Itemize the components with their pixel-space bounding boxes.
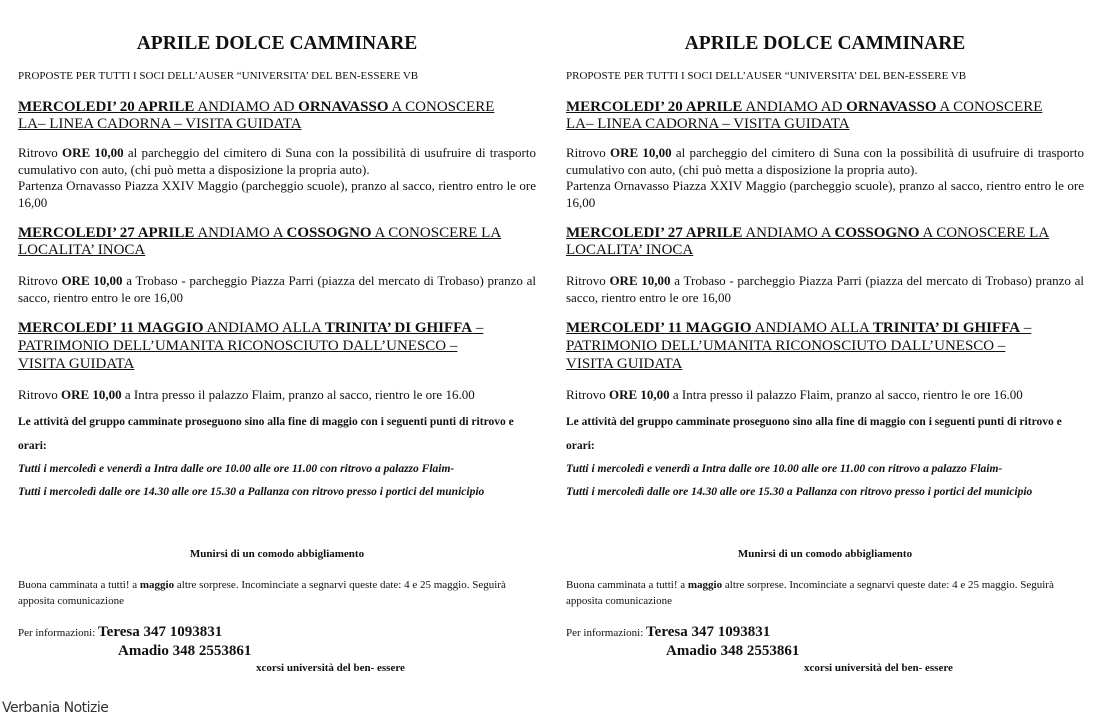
flyer-title: APRILE DOLCE CAMMINARE (136, 33, 418, 54)
signature: xcorsi università del ben- essere (256, 662, 405, 674)
watermark: Verbania Notizie (2, 700, 109, 716)
event1-heading-line2: LA– LINEA CADORNA – VISITA GUIDATA (566, 116, 850, 132)
event3-details: Ritrovo ORE 10,00 a Intra presso il palazzo Flaim, pranzo al sacco, rientro le ore 16.00 (18, 387, 475, 402)
contact-info: Per informazioni: Teresa 347 1093831 (566, 624, 771, 640)
activities-text: Le attività del gruppo camminate proseguono sino alla fine di maggio con i seguenti punti di ritrovo e orari: (18, 416, 514, 452)
event2-details: Ritrovo ORE 10,00 a Trobaso - parcheggio Piazza Parri (piazza del mercato di Trobaso) pranzo al sacco, rientro entro le ore 16,00 (566, 273, 1084, 305)
event1-details: Ritrovo ORE 10,00 al parcheggio del cimitero di Suna con la possibilità di usufruire di trasporto cumulativo con auto, (chi può metta a disposizione la propria auto). Partenza Ornavasso Piazza XXIV Maggio (parcheggio scuole), pranzo al sacco, rientro entro le ore 16,00 (18, 145, 536, 210)
clothing-note: Munirsi di un comodo abbigliamento (737, 548, 913, 560)
contact-info: Per informazioni: Teresa 347 1093831 (18, 624, 223, 640)
event3-heading: MERCOLEDI’ 11 MAGGIO ANDIAMO ALLA TRINITA’ DI GHIFFA – (18, 320, 484, 336)
event3-heading-line3: VISITA GUIDATA (566, 356, 683, 372)
event3-heading-line2: PATRIMONIO DELL’UMANITA RICONOSCIUTO DALL’UNESCO – (18, 338, 458, 354)
schedule-intra: Tutti i mercoledì e venerdì a Intra dalle ore 10.00 alle ore 11.00 con ritrovo a palazzo Flaim- (566, 463, 1003, 475)
schedule-pallanza: Tutti i mercoledì dalle ore 14.30 alle ore 15.30 a Pallanza con ritrovo presso i portici del municipio (566, 486, 1033, 498)
contact-amadio: Amadio 348 2553861 (118, 643, 252, 659)
event1-heading: MERCOLEDI’ 20 APRILE ANDIAMO AD ORNAVASSO A CONOSCERE (566, 99, 1043, 115)
flyer-title: APRILE DOLCE CAMMINARE (684, 33, 966, 54)
event2-heading-line2: LOCALITA’ INOCA (18, 242, 146, 258)
event1-heading-line2: LA– LINEA CADORNA – VISITA GUIDATA (18, 116, 302, 132)
flyer-subtitle: PROPOSTE PER TUTTI I SOCI DELL’AUSER “UNIVERSITA’ DEL BEN-ESSERE VB (18, 70, 419, 82)
event3-details: Ritrovo ORE 10,00 a Intra presso il palazzo Flaim, pranzo al sacco, rientro le ore 16.00 (566, 387, 1023, 402)
greeting-text: Buona camminata a tutti! a maggio altre sorprese. Incominciate a segnarvi queste date: 4 e 25 maggio. Seguirà apposita comunicazione (566, 579, 1054, 607)
signature: xcorsi università del ben- essere (804, 662, 953, 674)
schedule-intra: Tutti i mercoledì e venerdì a Intra dalle ore 10.00 alle ore 11.00 con ritrovo a palazzo Flaim- (18, 463, 455, 475)
activities-text: Le attività del gruppo camminate proseguono sino alla fine di maggio con i seguenti punti di ritrovo e orari: (566, 416, 1062, 452)
event3-heading-line3: VISITA GUIDATA (18, 356, 135, 372)
event3-heading: MERCOLEDI’ 11 MAGGIO ANDIAMO ALLA TRINITA’ DI GHIFFA – (566, 320, 1032, 336)
event2-heading: MERCOLEDI’ 27 APRILE ANDIAMO A COSSOGNO A CONOSCERE LA (566, 225, 1050, 241)
event2-details: Ritrovo ORE 10,00 a Trobaso - parcheggio Piazza Parri (piazza del mercato di Trobaso) pranzo al sacco, rientro entro le ore 16,00 (18, 273, 536, 305)
greeting-text: Buona camminata a tutti! a maggio altre sorprese. Incominciate a segnarvi queste date: 4 e 25 maggio. Seguirà apposita comunicazione (18, 579, 506, 607)
event1-heading: MERCOLEDI’ 20 APRILE ANDIAMO AD ORNAVASSO A CONOSCERE (18, 99, 495, 115)
flyer-subtitle: PROPOSTE PER TUTTI I SOCI DELL’AUSER “UNIVERSITA’ DEL BEN-ESSERE VB (566, 70, 967, 82)
contact-amadio: Amadio 348 2553861 (666, 643, 800, 659)
event1-details: Ritrovo ORE 10,00 al parcheggio del cimitero di Suna con la possibilità di usufruire di trasporto cumulativo con auto, (chi può metta a disposizione la propria auto). Partenza Ornavasso Piazza XXIV Maggio (parcheggio scuole), pranzo al sacco, rientro entro le ore 16,00 (566, 145, 1084, 210)
clothing-note: Munirsi di un comodo abbigliamento (189, 548, 365, 560)
event2-heading-line2: LOCALITA’ INOCA (566, 242, 694, 258)
event2-heading: MERCOLEDI’ 27 APRILE ANDIAMO A COSSOGNO A CONOSCERE LA (18, 225, 502, 241)
schedule-pallanza: Tutti i mercoledì dalle ore 14.30 alle ore 15.30 a Pallanza con ritrovo presso i portici del municipio (18, 486, 485, 498)
event3-heading-line2: PATRIMONIO DELL’UMANITA RICONOSCIUTO DALL’UNESCO – (566, 338, 1006, 354)
